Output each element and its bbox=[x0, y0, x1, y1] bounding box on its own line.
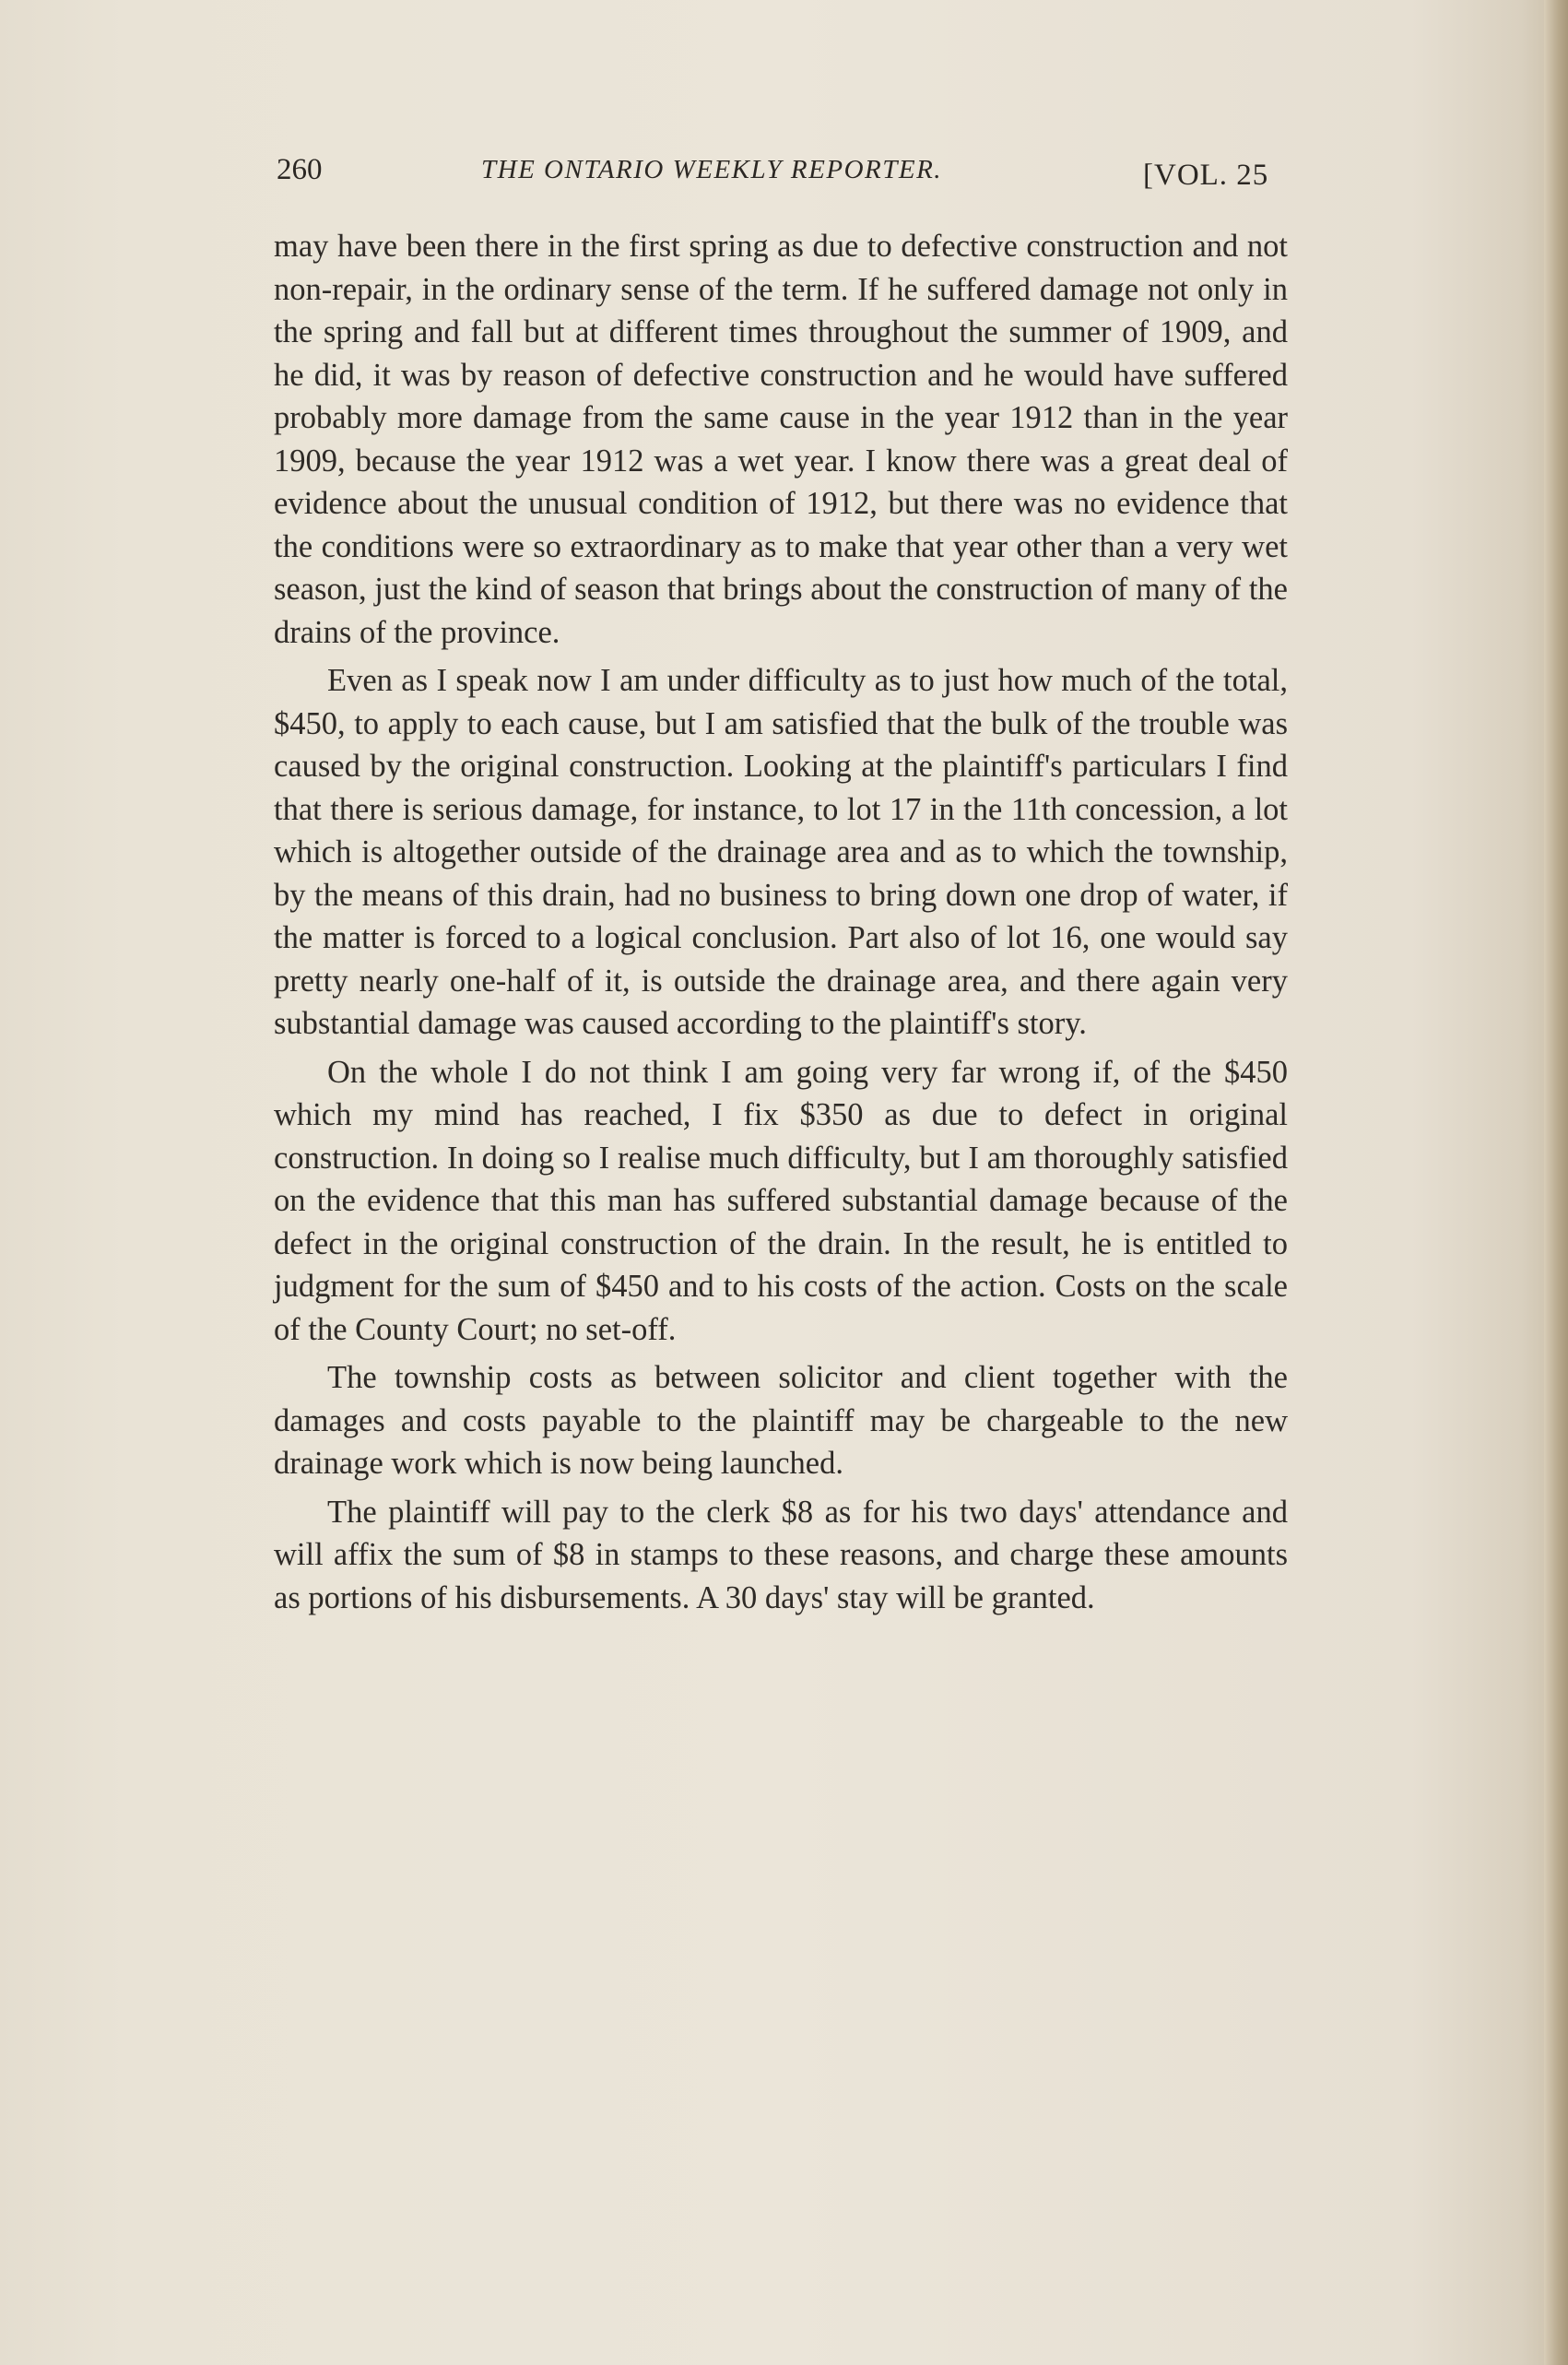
volume-label: [VOL. 25 bbox=[1143, 159, 1269, 192]
page-number: 260 bbox=[277, 153, 323, 186]
running-title: THE ONTARIO WEEKLY REPORTER. bbox=[481, 155, 943, 184]
body-text bbox=[274, 225, 1288, 1623]
page-edge bbox=[1544, 0, 1568, 2365]
paragraph-1: may have been there in the first spring as due to defective construction and not non-repair, in the ordinary sense of the term. If he suffered damage not only in the spring and fall but at different times throughout the summer of 1909, and he did, it was by reason of defective construction and he would have suffered probably more damage from the same cause in the year 1912 than in the year 1909, because the year 1912 was a wet year. I know there was a great deal of evidence about the unusual condition of 1912, but there was no evidence that the conditions were so extraordinary as to make that year other than a very wet season, just the kind of season that brings about the construction of many of the drains of the province. bbox=[274, 229, 1288, 650]
paragraph-5: The plaintiff will pay to the clerk $8 as for his two days' attendance and will affix the sum of $8 in stamps to these reasons, and charge these amounts as portions of his disbursements. A 30 days' stay will be granted. bbox=[274, 1494, 1288, 1615]
paragraph-4: The township costs as between solicitor and client together with the damages and costs payable to the plaintiff may be chargeable to the new drainage work which is now being launched. bbox=[274, 1360, 1288, 1481]
page-header bbox=[277, 149, 1291, 214]
paragraph-2: Even as I speak now I am under difficulty as to just how much of the total, $450, to apply to each cause, but I am satisfied that the bulk of the trouble was caused by the original construction. Looking at the plaintiff's particulars I find that there is serious damage, for instance, to lot 17 in the 11th concession, a lot which is altogether outside of the drainage area and as to which the township, by the means of this drain, had no business to bring down one drop of water, if the matter is forced to a logical conclusion. Part also of lot 16, one would say pretty nearly one-half of it, is outside the drainage area, and there again very substantial damage was caused according to the plaintiff's story. bbox=[274, 663, 1288, 1041]
paragraph-3: On the whole I do not think I am going very far wrong if, of the $450 which my mind has reached, I fix $350 as due to defect in original construction. In doing so I realise much difficulty, but I am thoroughly satisfied on the evidence that this man has suffered substantial damage because of the defect in the original construction of the drain. In the result, he is entitled to judgment for the sum of $450 and to his costs of the action. Costs on the scale of the County Court; no set-off. bbox=[274, 1054, 1288, 1347]
